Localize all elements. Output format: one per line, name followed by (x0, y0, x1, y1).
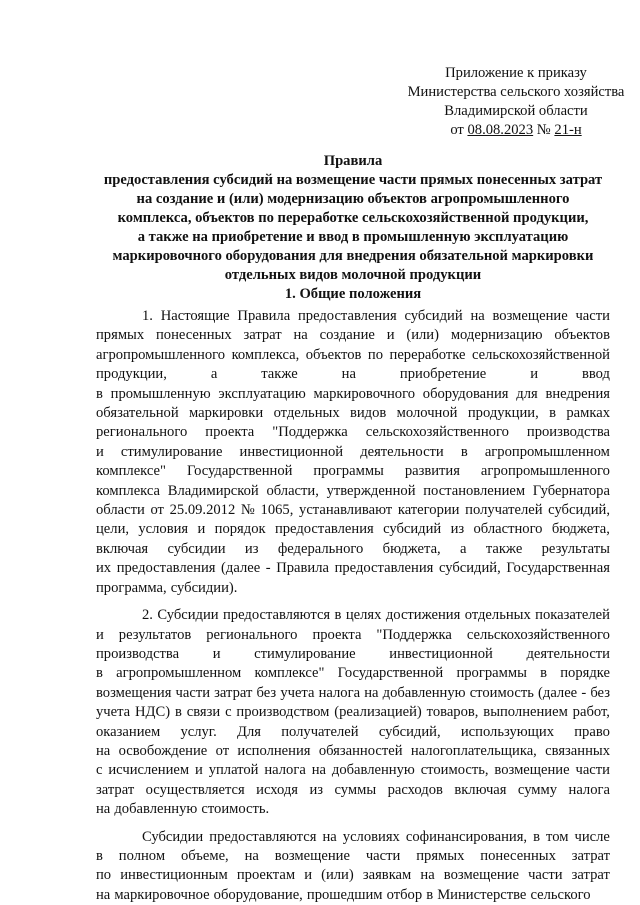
word: цели, (96, 521, 130, 538)
word: эксплуатацию (218, 385, 306, 402)
word: 1. (142, 308, 153, 324)
word: использующих (460, 723, 554, 740)
word: стимулирование (254, 645, 356, 662)
word: прямых (416, 847, 465, 864)
word: на (96, 886, 111, 903)
order-date-line (402, 121, 630, 140)
word: маркировочного (313, 385, 415, 402)
word: "Поддержка (272, 424, 348, 441)
paragraph-line (96, 886, 610, 905)
paragraph-line (96, 326, 610, 345)
word: стоимость (469, 684, 534, 701)
word: утвержденной (326, 482, 416, 499)
word: маркировочное (114, 886, 210, 903)
order-date: 08.08.2023 (467, 122, 534, 138)
title-heading: Правила (323, 153, 383, 169)
word: из (244, 540, 259, 557)
paragraph-line (96, 866, 610, 885)
word: - (581, 684, 587, 701)
word: из (450, 521, 465, 538)
word: включая (96, 540, 149, 557)
word: предоставления (297, 308, 397, 324)
paragraph-line (96, 761, 610, 780)
word: суммы (334, 781, 377, 798)
paragraph-line (96, 703, 610, 722)
word: от (150, 502, 164, 519)
word: комплексе" (96, 463, 166, 480)
word: полном (118, 847, 166, 864)
word: а (210, 366, 218, 383)
word: связанных (545, 742, 610, 759)
paragraph-line (96, 462, 610, 481)
word: маркировки (189, 405, 264, 422)
word: предоставляются (209, 828, 317, 845)
word: продукции, (96, 366, 167, 383)
title-line: отдельных видов молочной продукции (224, 267, 482, 283)
word: внедрения (545, 385, 610, 402)
document-title (96, 152, 610, 285)
word: прошедшим (306, 886, 383, 903)
word: объектов (554, 327, 610, 344)
word: заявкам (362, 867, 412, 884)
word: и (530, 366, 539, 383)
word: Государственной (337, 665, 444, 682)
word: Владимирской (167, 482, 259, 499)
title-line: на создание и (или) модернизацию объектов агропромышленного (136, 191, 570, 207)
word: затрат (243, 327, 282, 344)
word: затрат (214, 684, 253, 701)
word: в (96, 385, 103, 402)
word: деятельности (360, 443, 444, 460)
paragraph-line (96, 742, 610, 761)
paragraph-line (96, 385, 610, 404)
word: исчислением (108, 762, 190, 779)
word: проектам (236, 867, 296, 884)
word: агропромышленном (484, 443, 610, 460)
word: постановлением (423, 482, 526, 499)
word: 1065, (260, 502, 294, 519)
paragraph-gap (96, 598, 610, 606)
word: получателей (465, 502, 543, 519)
appendix-header (402, 64, 630, 140)
word: 25.09.2012 (169, 502, 236, 519)
word: без (590, 684, 610, 701)
word: порядок (214, 521, 266, 538)
word: работ, (572, 704, 610, 721)
word: объеме, (180, 847, 229, 864)
word: выполнением (483, 704, 568, 721)
word: стоимость, (420, 762, 489, 779)
word: части (575, 762, 610, 779)
word: и (96, 626, 104, 643)
paragraph-line (96, 645, 610, 664)
word: для (516, 385, 538, 402)
word: на (420, 867, 435, 884)
word: регионального (206, 626, 298, 643)
word: рамках (566, 405, 610, 422)
word: их (96, 560, 112, 577)
paragraph-line (96, 723, 610, 742)
word: сельскохозяйственной (471, 346, 610, 363)
paragraph-line (96, 346, 610, 365)
word: предоставления (116, 560, 216, 577)
word: возмещение (443, 867, 519, 884)
title-line: предоставления субсидий на возмещение части прямых понесенных затрат (103, 172, 603, 188)
word: связи (186, 704, 221, 721)
word: создание (319, 327, 375, 344)
paragraph-line (96, 559, 610, 578)
paragraph-line (96, 482, 610, 501)
word: устанавливают (299, 502, 393, 519)
word: части (365, 847, 401, 864)
word: федерального (277, 540, 364, 557)
word: предоставления (274, 521, 374, 538)
word: (или) (406, 327, 439, 344)
word: и (212, 645, 221, 662)
word: части (528, 867, 563, 884)
word: инвестиционным (120, 867, 228, 884)
paragraph-gap (96, 820, 610, 828)
word: переработке (389, 346, 466, 363)
word: приобретение (399, 366, 487, 383)
word: деятельности (526, 645, 610, 662)
word: сумму (517, 781, 558, 798)
word: проекта (312, 626, 362, 643)
word: осуществляется (145, 781, 245, 798)
word: включая (454, 781, 507, 798)
word: на (96, 742, 111, 759)
word: Правила (276, 560, 329, 577)
word: агропромышленного (96, 346, 226, 363)
word: на (96, 801, 111, 818)
word: категории (397, 502, 460, 519)
paragraph-line (96, 365, 610, 384)
word: целях (345, 607, 382, 624)
word: и (197, 521, 206, 538)
word: Настоящие (160, 308, 230, 324)
word: а (460, 540, 467, 557)
word: результатов (118, 626, 192, 643)
word: молочной (396, 405, 458, 422)
word: агропромышленного (480, 463, 610, 480)
word: субсидий, (548, 502, 610, 519)
word: Правила (237, 308, 291, 324)
word: субсидий, (378, 723, 441, 740)
word: отдельных (464, 607, 531, 624)
number-sign: № (536, 122, 551, 138)
word: субсидий (404, 308, 463, 324)
word: бюджета, (551, 521, 610, 538)
word: программа, (96, 579, 167, 596)
word: на (364, 684, 379, 701)
paragraph-line (96, 520, 610, 539)
word: в (549, 405, 556, 422)
paragraph-line (96, 423, 610, 442)
word: обязанностей (318, 742, 403, 759)
word: регионального (96, 424, 188, 441)
word: Государственная (506, 560, 610, 577)
word: обязательной (96, 405, 179, 422)
paragraph-line (96, 684, 610, 703)
word: № (240, 502, 255, 519)
paragraph-line (96, 626, 610, 645)
word: условиях (342, 828, 400, 845)
word: расходов (387, 781, 443, 798)
word: затрат (96, 781, 135, 798)
word: (реализацией) (334, 704, 422, 721)
title-line: комплекса, объектов по переработке сельскохозяйственной продукции, (117, 210, 589, 226)
paragraph-line (96, 664, 610, 683)
paragraph-line (96, 800, 610, 819)
word: условия (138, 521, 189, 538)
word: части (575, 308, 610, 324)
word: результаты (541, 540, 610, 557)
word: уплатой (208, 762, 259, 779)
word: Субсидии (157, 607, 219, 624)
paragraph-line (96, 781, 610, 800)
word: исходя (256, 781, 299, 798)
word: в (540, 665, 548, 682)
word: части (175, 684, 211, 701)
word: оборудования (422, 385, 509, 402)
word: учета (96, 704, 131, 721)
word: от (215, 742, 230, 759)
word: понесенных (480, 847, 556, 864)
section-heading: 1. Общие положения (284, 286, 422, 302)
word: числе (574, 828, 610, 845)
title-lines (96, 171, 610, 285)
word: комплекса, (231, 346, 300, 363)
word: также (485, 540, 523, 557)
word: программы (313, 463, 384, 480)
word: области, (266, 482, 319, 499)
word: право (574, 723, 610, 740)
word: (далее (538, 684, 578, 701)
word: Министерстве (437, 886, 527, 903)
word: возмещение (494, 762, 570, 779)
word: затрат (571, 867, 610, 884)
word: НДС) (135, 704, 171, 721)
word: также (261, 366, 298, 383)
word: промышленную (110, 385, 211, 402)
word: и (386, 327, 395, 344)
word: показателей (535, 607, 610, 624)
word: производства (96, 645, 180, 662)
word: в (96, 665, 103, 682)
word: на (244, 847, 259, 864)
word: Для (237, 723, 261, 740)
appendix-line: Приложение к приказу (445, 65, 587, 81)
paragraph-line (96, 307, 610, 326)
word: налога (318, 684, 361, 701)
word: (далее (221, 560, 261, 577)
word: и (304, 867, 312, 884)
word: по (96, 867, 112, 884)
word: сельскохозяйственного (466, 626, 610, 643)
title-line: маркировочного оборудования для внедрения обязательной маркировки (112, 248, 594, 264)
word: развития (404, 463, 460, 480)
word: программы (456, 665, 527, 682)
word: инвестиционной (239, 443, 344, 460)
word: достижения (385, 607, 461, 624)
paragraph-line (96, 540, 610, 559)
paragraph-line (96, 501, 610, 520)
word: области (96, 502, 145, 519)
word: порядке (560, 665, 610, 682)
word: стимулирование (120, 443, 223, 460)
word: субсидии). (170, 579, 238, 596)
word: на (470, 308, 485, 324)
word: комплексе" (254, 665, 325, 682)
paragraph-line (96, 443, 610, 462)
word: добавленную (382, 684, 466, 701)
word: понесенных (156, 327, 232, 344)
word: на (322, 828, 337, 845)
word: на (311, 762, 327, 779)
word: без (256, 684, 277, 701)
word: оказанием (96, 723, 161, 740)
word: агропромышленном (116, 665, 242, 682)
word: возмещение (492, 308, 568, 324)
paragraph-line (96, 579, 610, 598)
word: налога (568, 781, 610, 798)
word: отбор (386, 886, 423, 903)
word: прямых (96, 327, 145, 344)
word: по (367, 346, 384, 363)
word: предоставляются (223, 607, 331, 624)
word: том (546, 828, 569, 845)
word: комплекса (96, 482, 161, 499)
word: налогоплательщика, (410, 742, 537, 759)
word: видов (349, 405, 387, 422)
word: Государственной (186, 463, 293, 480)
word: на (341, 366, 356, 383)
word: в (426, 886, 434, 903)
word: исполнения (237, 742, 311, 759)
word: субсидии (167, 540, 226, 557)
word: субсидий (383, 521, 442, 538)
word: с (96, 762, 103, 779)
word: оборудование, (213, 886, 303, 903)
word: освобождение (118, 742, 208, 759)
word: возмещения (96, 684, 172, 701)
word: стоимость. (201, 801, 270, 818)
word: затрат (571, 847, 610, 864)
word: товаров, (426, 704, 479, 721)
word: "Поддержка (376, 626, 452, 643)
appendix-line: Министерства сельского хозяйства (407, 84, 625, 100)
paragraph-line (96, 828, 610, 847)
word: и (96, 443, 104, 460)
word: Субсидии (142, 828, 204, 845)
word: добавленную (331, 762, 415, 779)
word: субсидий, (438, 560, 501, 577)
word: отдельных (273, 405, 340, 422)
word: продукции, (467, 405, 539, 422)
paragraph-line (96, 606, 610, 625)
word: бюджета, (382, 540, 441, 557)
appendix-line: Владимирской области (444, 103, 588, 119)
word: производством (236, 704, 330, 721)
section-body (96, 307, 610, 905)
word: в (460, 443, 468, 460)
word: из (309, 781, 324, 798)
word: областного (473, 521, 543, 538)
word: услуг. (180, 723, 217, 740)
word: с (225, 704, 232, 721)
word: производства (526, 424, 610, 441)
word: 2. (142, 607, 153, 624)
word: налога (264, 762, 306, 779)
paragraph-line (96, 404, 610, 423)
word: получателей (281, 723, 359, 740)
word: сельскохозяйственного (365, 424, 509, 441)
word: в (533, 828, 540, 845)
word: проекта (205, 424, 255, 441)
word: в (174, 704, 182, 721)
word: (или) (321, 867, 354, 884)
order-number: 21-н (554, 122, 582, 138)
word: объектов (305, 346, 362, 363)
paragraph-line (96, 847, 610, 866)
word: учета (280, 684, 315, 701)
word: возмещение (274, 847, 350, 864)
date-prefix: от (450, 122, 464, 138)
word: инвестиционной (389, 645, 493, 662)
word: ввод (581, 366, 610, 383)
word: Губернатора (532, 482, 610, 499)
word: добавленную (114, 801, 198, 818)
word: и (194, 762, 203, 779)
word: - (265, 560, 271, 577)
word: на (293, 327, 308, 344)
word: предоставления (334, 560, 434, 577)
word: модернизацию (450, 327, 543, 344)
word: в (334, 607, 342, 624)
word: в (96, 847, 103, 864)
word: софинансирования, (405, 828, 528, 845)
title-line: а также на приобретение и ввод в промышленную эксплуатацию (137, 229, 569, 245)
word: сельского (530, 886, 591, 903)
